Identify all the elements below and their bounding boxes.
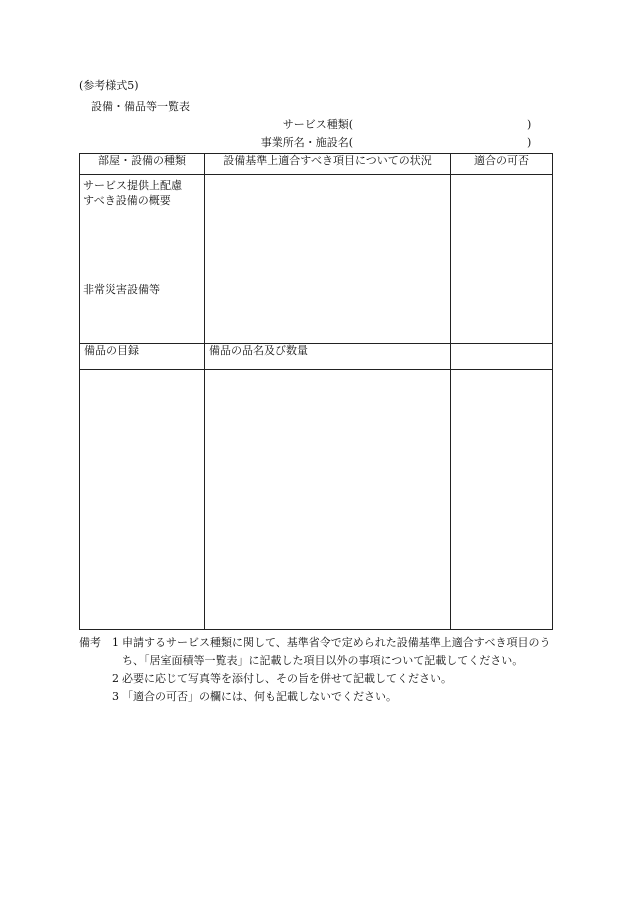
note-number: 2 — [112, 672, 119, 685]
note-number: 1 — [112, 636, 119, 649]
note-item-1 — [79, 634, 559, 670]
office-name-label: 事業所名・施設名( — [260, 136, 353, 149]
header-compliance-status: 設備基準上適合すべき項目についての状況 — [205, 154, 451, 175]
note-number: 3 — [112, 690, 119, 703]
inventory-blank-cell[interactable] — [451, 370, 553, 630]
note-item-3 — [79, 688, 559, 706]
note-item-2 — [79, 670, 559, 688]
form-label: (参考様式5) — [79, 79, 139, 92]
cell-equipment-type — [80, 175, 205, 344]
service-type-close-paren: ) — [527, 118, 532, 131]
note-text: 申請するサービス種類に関して、基準省令で定められた設備基準上適合すべき項目のうち、「居室面積等一覧表」に記載した項目以外の事項について記載してください。 — [122, 636, 551, 667]
cell-equipment-status[interactable] — [205, 175, 451, 344]
table-row-equipment-overview — [80, 175, 553, 344]
header-compliance-result: 適合の可否 — [451, 154, 553, 175]
header-room-equipment-type: 部屋・設備の種類 — [80, 154, 205, 175]
note-text: 「適合の可否」の欄には、何も記載しないでください。 — [122, 690, 397, 703]
table-row-inventory-body — [80, 370, 553, 630]
inventory-result-cell[interactable] — [451, 344, 553, 370]
note-text: 必要に応じて写真等を添付し、その旨を併せて記載してください。 — [122, 672, 452, 685]
equipment-overview-line1: サービス提供上配慮 — [83, 179, 182, 192]
inventory-items-label: 備品の品名及び数量 — [205, 344, 451, 370]
equipment-overview-line2: すべき設備の概要 — [83, 194, 171, 207]
inventory-list-label: 備品の目録 — [80, 344, 205, 370]
notes-section — [79, 634, 559, 706]
cell-equipment-result[interactable] — [451, 175, 553, 344]
equipment-table — [79, 153, 553, 630]
notes-heading: 備考 — [79, 636, 101, 649]
table-header-row — [80, 154, 553, 175]
disaster-equipment-label: 非常災害設備等 — [83, 283, 160, 296]
service-type-label: サービス種類( — [282, 118, 353, 131]
document-title: 設備・備品等一覧表 — [91, 100, 190, 113]
inventory-items-cell[interactable] — [205, 370, 451, 630]
office-name-close-paren: ) — [527, 136, 532, 149]
inventory-list-cell[interactable] — [80, 370, 205, 630]
table-row-inventory-header — [80, 344, 553, 370]
